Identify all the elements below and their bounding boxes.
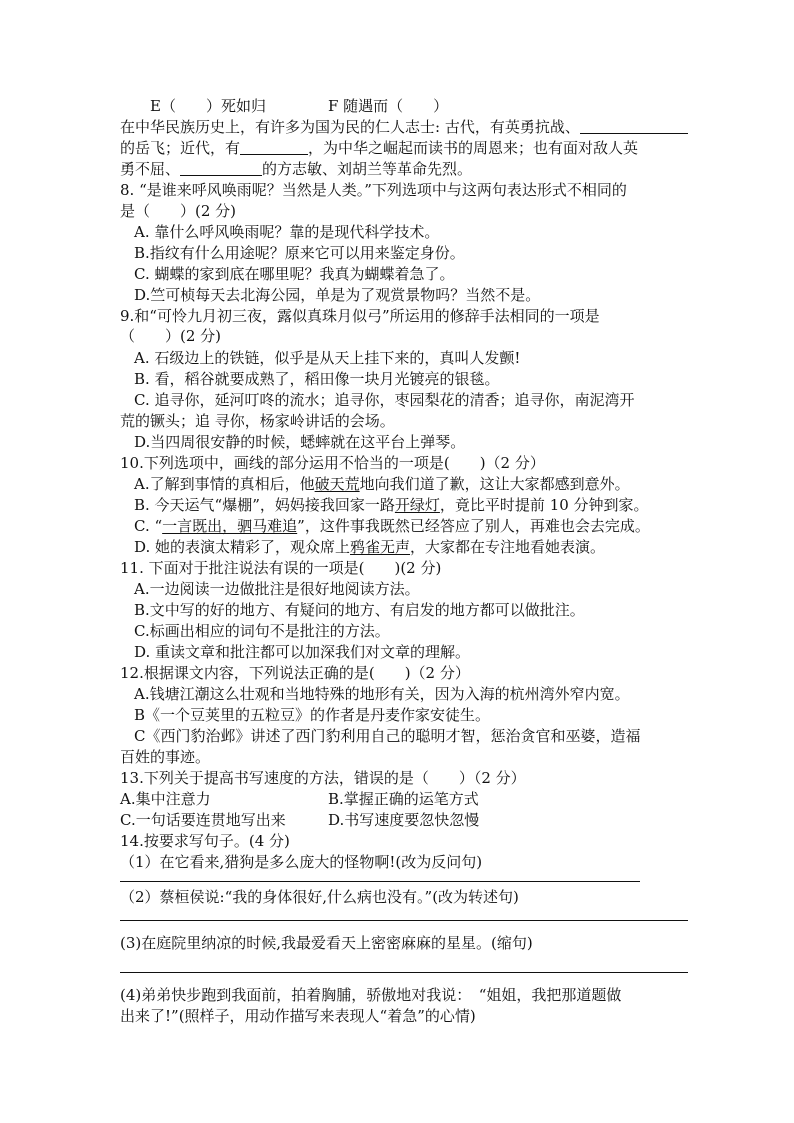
q13-option-b[interactable]: B.掌握正确的运笔方式 [328,790,479,808]
q9-stem-line-1: 9.和“可怜九月初三夜，露似真珠月似弓”所运用的修辞手法相同的一项是 [120,307,600,325]
q10-option-d[interactable] [134,537,605,557]
q13-stem: 13.下列关于提高书写速度的方法，错误的是（ ）（2 分） [120,769,526,787]
q9-option-c-line-1[interactable]: C. 追寻你，延河叮咚的流水；追寻你，枣园梨花的清香；追寻你，南泥湾开 [134,391,635,409]
q12-option-c-line-2[interactable]: 百姓的事迹。 [120,748,211,766]
q7-option-e: E（ ）死如归 [150,97,266,115]
q13-option-c[interactable]: C.一句话要连贯地写出来 [120,811,286,829]
q9-option-c-line-2[interactable]: 荒的镢头；追 寻你，杨家岭讲话的会场。 [120,412,395,430]
q10-stem: 10.下列选项中，画线的部分运用不恰当的一项是( )（2 分） [120,454,545,472]
q14-stem: 14.按要求写句子。(4 分) [120,832,290,850]
q7-blank-1[interactable] [580,119,688,134]
q7-passage-text: 在中华民族历史上，有许多为国为民的仁人志士: 古代，有英勇抗战、 [120,118,580,136]
q14-sub-1: （1）在它看来,猎狗是多么庞大的怪物啊!(改为反问句) [120,853,483,871]
q8-option-c[interactable]: C. 蝴蝶的家到底在哪里呢？我真为蝴蝶着急了。 [134,265,455,283]
q10-option-text: D. 她的表演太精彩了，观众席上 [134,538,351,556]
q7-passage-line-3 [120,159,472,179]
q10-option-text: ”，这件事我既然已经答应了别人，再难也会去完成。 [297,517,650,535]
q10-underlined-phrase: 开绿灯 [394,496,440,514]
q14-sub-4-line-2: 出来了!”(照样子，用动作描写来表现人“着急”的心情) [120,1007,476,1025]
q14-sub-4-line-1: (4)弟弟快步跑到我面前，拍着胸脯，骄傲地对我说： “姐姐，我把那道题做 [120,986,622,1004]
q10-option-text: C. “ [134,517,163,535]
q14-answer-line-1[interactable] [120,881,640,882]
q12-stem: 12.根据课文内容，下列说法正确的是( )（2 分） [120,664,470,682]
q8-option-d[interactable]: D.竺可桢每天去北海公园，单是为了观赏景物吗？当然不是。 [134,286,541,304]
q10-option-text: 地向我们道了歉，这让大家都感到意外。 [359,475,630,493]
q10-underlined-phrase: 鸦雀无声 [350,538,411,556]
q10-underlined-phrase: 一言既出，驷马难追 [162,517,298,535]
q8-option-a[interactable]: A. 靠什么呼风唤雨呢？靠的是现代科学技术。 [134,223,440,241]
q10-option-text: B. 今天运气“爆棚”，妈妈接我回家一路 [134,496,395,514]
q11-option-d[interactable]: D. 重读文章和批注都可以加深我们对文章的理解。 [134,643,471,661]
q13-option-d[interactable]: D.书写速度要忽快忽慢 [328,811,480,829]
q8-stem-line-2: 是（ ）(2 分) [120,202,237,220]
q7-passage-text: 的岳飞；近代，有 [120,139,241,157]
q10-option-text: ，大家都在专注地看她表演。 [410,538,606,556]
q11-stem: 11. 下面对于批注说法有误的一项是( )(2 分) [120,559,442,577]
q9-option-b[interactable]: B. 看，稻谷就要成熟了，稻田像一块月光镀亮的银毯。 [134,370,500,388]
q10-option-a[interactable] [134,474,630,494]
q10-option-text: ，竟比平时提前 10 分钟到家。 [439,496,649,514]
q8-stem-line-1: 8. “是谁来呼风唤雨呢？当然是人类。”下列选项中与这两句表达形式不相同的 [120,181,627,199]
q7-passage-text: 勇不屈、 [120,160,181,178]
q11-option-c[interactable]: C.标画出相应的词句不是批注的方法。 [134,622,390,640]
q12-option-b[interactable]: B《一个豆荚里的五粒豆》的作者是丹麦作家安徒生。 [134,706,491,724]
q7-passage-line-1 [120,117,688,137]
q14-answer-line-3[interactable] [120,972,688,973]
q10-option-c[interactable] [134,516,650,536]
q11-option-a[interactable]: A.一边阅读一边做批注是很好地阅读方法。 [134,580,420,598]
q7-passage-text: 的方志敏、刘胡兰等革命先烈。 [262,160,473,178]
q10-underlined-phrase: 破天荒 [314,475,360,493]
q9-stem-line-2: （ ）(2 分) [120,327,222,345]
q7-passage-line-2 [120,138,638,158]
q7-blank-2[interactable] [240,140,308,155]
q7-blank-3[interactable] [180,161,262,176]
q14-sub-3: (3)在庭院里纳凉的时候,我最爱看天上密密麻麻的星星。(缩句) [120,934,533,952]
q8-option-b[interactable]: B.指纹有什么用途呢？原来它可以用来鉴定身份。 [134,244,465,262]
q7-option-f: F 随遇而（ ） [328,97,449,115]
q11-option-b[interactable]: B.文中写的好的地方、有疑问的地方、有启发的地方都可以做批注。 [134,601,585,619]
q12-option-c-line-1[interactable]: C《西门豹治邺》讲述了西门豹利用自己的聪明才智，惩治贪官和巫婆，造福 [134,727,641,745]
q10-option-text: A.了解到事情的真相后，他 [134,475,315,493]
q7-passage-text: ，为中华之崛起而读书的周恩来；也有面对敌人英 [308,139,639,157]
q12-option-a[interactable]: A.钱塘江潮这么壮观和当地特殊的地形有关，因为入海的杭州湾外窄内宽。 [134,685,630,703]
q13-option-a[interactable]: A.集中注意力 [120,790,211,808]
q10-option-b[interactable] [134,495,649,515]
q14-sub-2: （2）蔡桓侯说:“我的身体很好,什么病也没有。”(改为转述句) [120,888,519,906]
q14-answer-line-2[interactable] [120,920,688,921]
q9-option-a[interactable]: A. 石级边上的铁链，似乎是从天上挂下来的，真叫人发颤! [134,349,521,367]
q9-option-d[interactable]: D.当四周很安静的时候，蟋蟀就在这平台上弹琴。 [134,433,466,451]
